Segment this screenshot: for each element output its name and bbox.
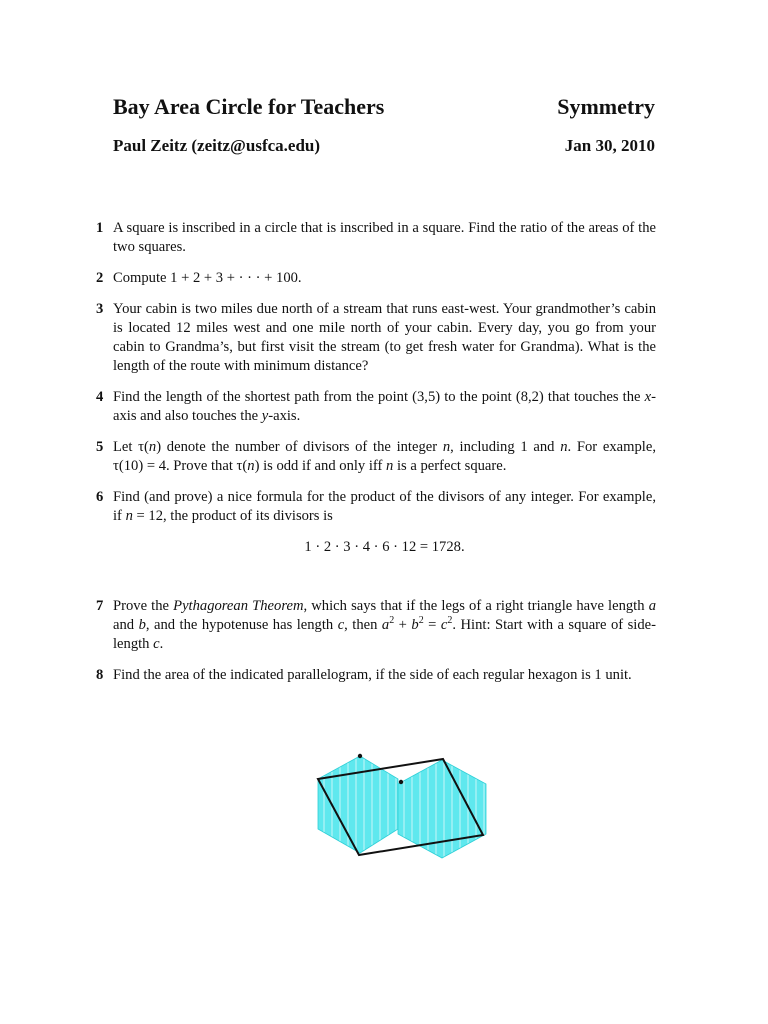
author: Paul Zeitz (zeitz@usfca.edu) xyxy=(113,136,321,155)
problem-text: Prove the Pythagorean Theorem, which says that if the legs of a right triangle have length a and b, and the hypotenuse has length c, then $a^2 + b^2 = c^2$. Hint: Start with a square of side-length c. xyxy=(113,598,656,652)
problem-text: Compute 1 + 2 + 3 + · · · + 100. xyxy=(113,270,302,286)
left-hexagon xyxy=(318,756,398,853)
problem-5 xyxy=(96,438,656,476)
problem-7 xyxy=(96,597,656,654)
problem-number: 5 xyxy=(96,439,104,455)
problem-number: 1 xyxy=(96,220,104,236)
problem-list xyxy=(96,219,656,697)
vertex-dot-center xyxy=(399,780,403,784)
header-sub-row xyxy=(113,136,655,156)
problem-number: 3 xyxy=(96,301,104,317)
problem-text: Find (and prove) a nice formula for the product of the divisors of any integer. For example, if n = 12, the product of its divisors is 1 · 2 · 3 · 4 · 6 · 12 = 1728. xyxy=(113,489,656,555)
problem-8 xyxy=(96,666,656,685)
problem-number: 2 xyxy=(96,270,104,286)
problem-6 xyxy=(96,488,656,585)
header-title-row xyxy=(113,94,655,120)
problem-3 xyxy=(96,300,656,376)
problem-number: 4 xyxy=(96,389,104,405)
problem-2 xyxy=(96,269,656,288)
problem-text: Your cabin is two miles due north of a stream that runs east-west. Your grandmother’s cabin is located 12 miles west and one mile north of your cabin. Every day, you go from your cabin to Grandma’s, but first visit the stream (to get fresh water for Grandma). What is the length of the route with minimum distance? xyxy=(113,301,656,374)
topic-title: Symmetry xyxy=(557,94,655,119)
course-title: Bay Area Circle for Teachers xyxy=(113,94,385,119)
problem-1 xyxy=(96,219,656,257)
hexagon-parallelogram-figure xyxy=(300,745,500,865)
problem-text: Find the area of the indicated parallelogram, if the side of each regular hexagon is 1 unit. xyxy=(113,667,632,683)
equation: 1 · 2 · 3 · 4 · 6 · 12 = 1728. xyxy=(304,539,465,555)
date: Jan 30, 2010 xyxy=(564,136,655,155)
right-hexagon xyxy=(398,760,486,858)
vertex-dot-top xyxy=(358,754,362,758)
problem-number: 7 xyxy=(96,598,104,614)
problem-text: Find the length of the shortest path from the point (3,5) to the point (8,2) that touches the x-axis and also touches the y-axis. xyxy=(113,389,656,424)
problem-text: A square is inscribed in a circle that is inscribed in a square. Find the ratio of the areas of the two squares. xyxy=(113,220,656,255)
problem-text: Let τ(n) denote the number of divisors of the integer n, including 1 and n. For example, τ(10) = 4. Prove that τ(n) is odd if and only iff n is a perfect square. xyxy=(113,439,656,474)
problem-number: 8 xyxy=(96,667,104,683)
problem-number: 6 xyxy=(96,489,104,505)
problem-4 xyxy=(96,388,656,426)
